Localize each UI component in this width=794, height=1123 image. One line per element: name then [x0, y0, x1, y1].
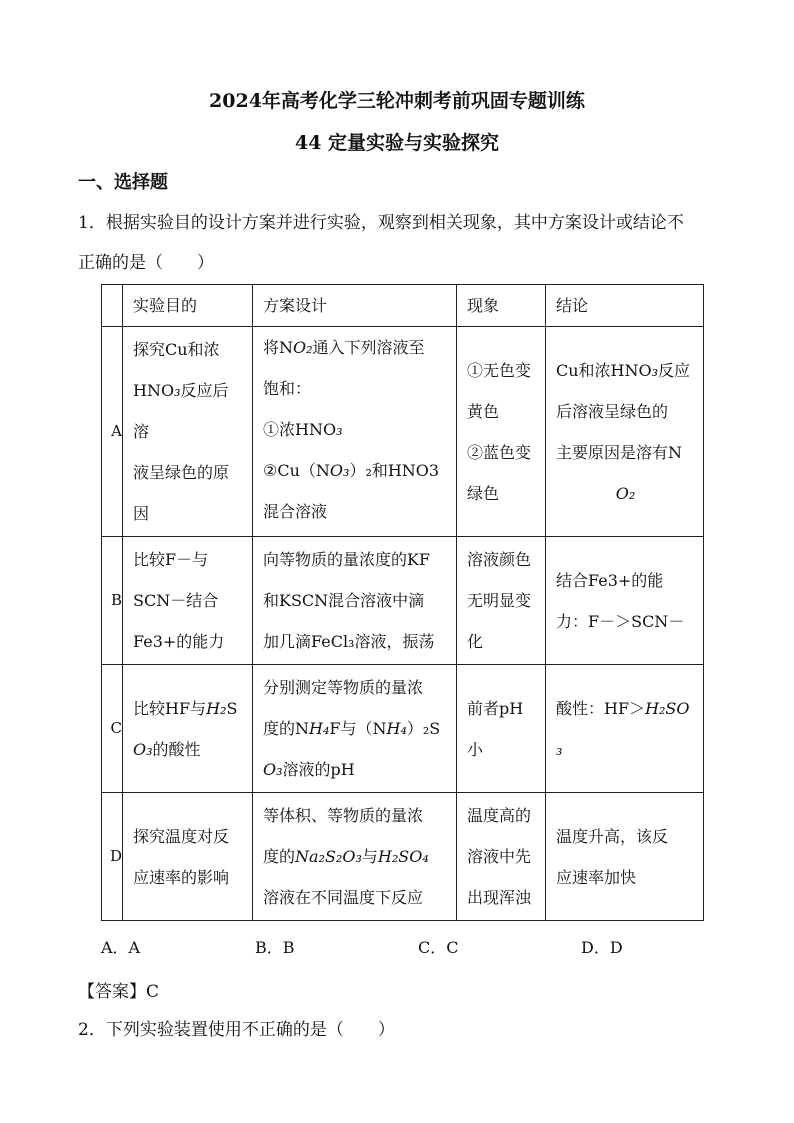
table-header-row — [102, 285, 704, 327]
row-label: A — [102, 327, 123, 537]
option-a[interactable]: A．A — [101, 938, 141, 957]
section-heading: 一、选择题 — [78, 172, 168, 193]
phenomenon-cell: ①无色变 黄色 ②蓝色变 绿色 — [457, 327, 546, 537]
question-2-stem: 2．下列实验装置使用不正确的是（ ） — [78, 1020, 395, 1040]
table-row — [102, 327, 704, 537]
row-label: B — [102, 537, 123, 665]
conclusion-cell: 温度升高，该反 应速率加快 — [546, 793, 704, 921]
purpose-cell: 比较F－与 SCN－结合 Fe3+的能力 — [123, 537, 253, 665]
phenomenon-cell: 前者pH 小 — [457, 665, 546, 793]
conclusion-tail: O₂ — [615, 483, 636, 503]
question-1-stem: 1．根据实验目的设计方案并进行实验，观察到相关现象，其中方案设计或结论不 — [78, 213, 684, 233]
purpose-cell: 探究温度对反 应速率的影响 — [123, 793, 253, 921]
option-c[interactable]: C．C — [418, 938, 459, 957]
header-cell — [102, 285, 123, 327]
purpose-cell: 探究Cu和浓 HNO₃反应后溶 液呈绿色的原 因 — [123, 327, 253, 537]
phenomenon-cell: 温度高的 溶液中先 出现浑浊 — [457, 793, 546, 921]
table-row — [102, 793, 704, 921]
design-cell: 将NO₂通入下列溶液至 饱和： ①浓HNO₃ ②Cu（NO₃）₂和HNO3 混合溶液 — [253, 327, 457, 537]
design-cell: 向等物质的量浓度的KF 和KSCN混合溶液中滴 加几滴FeCl₃溶液，振荡 — [253, 537, 457, 665]
header-cell: 实验目的 — [123, 285, 253, 327]
header-cell: 方案设计 — [253, 285, 457, 327]
experiment-table — [101, 284, 704, 921]
row-label: C — [102, 665, 123, 793]
design-cell: 等体积、等物质的量浓 度的Na₂S₂O₃与H₂SO₄ 溶液在不同温度下反应 — [253, 793, 457, 921]
document-title: 2024年高考化学三轮冲刺考前巩固专题训练 — [209, 90, 585, 112]
header-cell: 结论 — [546, 285, 704, 327]
table-row — [102, 665, 704, 793]
question-1-stem-continued: 正确的是（ ） — [78, 253, 214, 273]
conclusion-cell: 酸性：HF＞H₂SO₃ — [546, 665, 704, 793]
purpose-cell: 比较HF与H₂S O₃的酸性 — [123, 665, 253, 793]
conclusion-cell: Cu和浓HNO₃反应 后溶液呈绿色的 主要原因是溶有N O₂ — [546, 327, 704, 537]
document-subtitle: 44 定量实验与实验探究 — [294, 132, 500, 154]
design-cell: 分别测定等物质的量浓 度的NH₄F与（NH₄）₂S O₃溶液的pH — [253, 665, 457, 793]
table-row — [102, 537, 704, 665]
phenomenon-cell: 溶液颜色 无明显变 化 — [457, 537, 546, 665]
conclusion-cell: 结合Fe3+的能 力：F－＞SCN－ — [546, 537, 704, 665]
header-cell: 现象 — [457, 285, 546, 327]
option-b[interactable]: B．B — [255, 938, 295, 957]
option-d[interactable]: D．D — [581, 938, 623, 957]
answer-line: 【答案】C — [78, 982, 160, 1002]
row-label: D — [102, 793, 123, 921]
